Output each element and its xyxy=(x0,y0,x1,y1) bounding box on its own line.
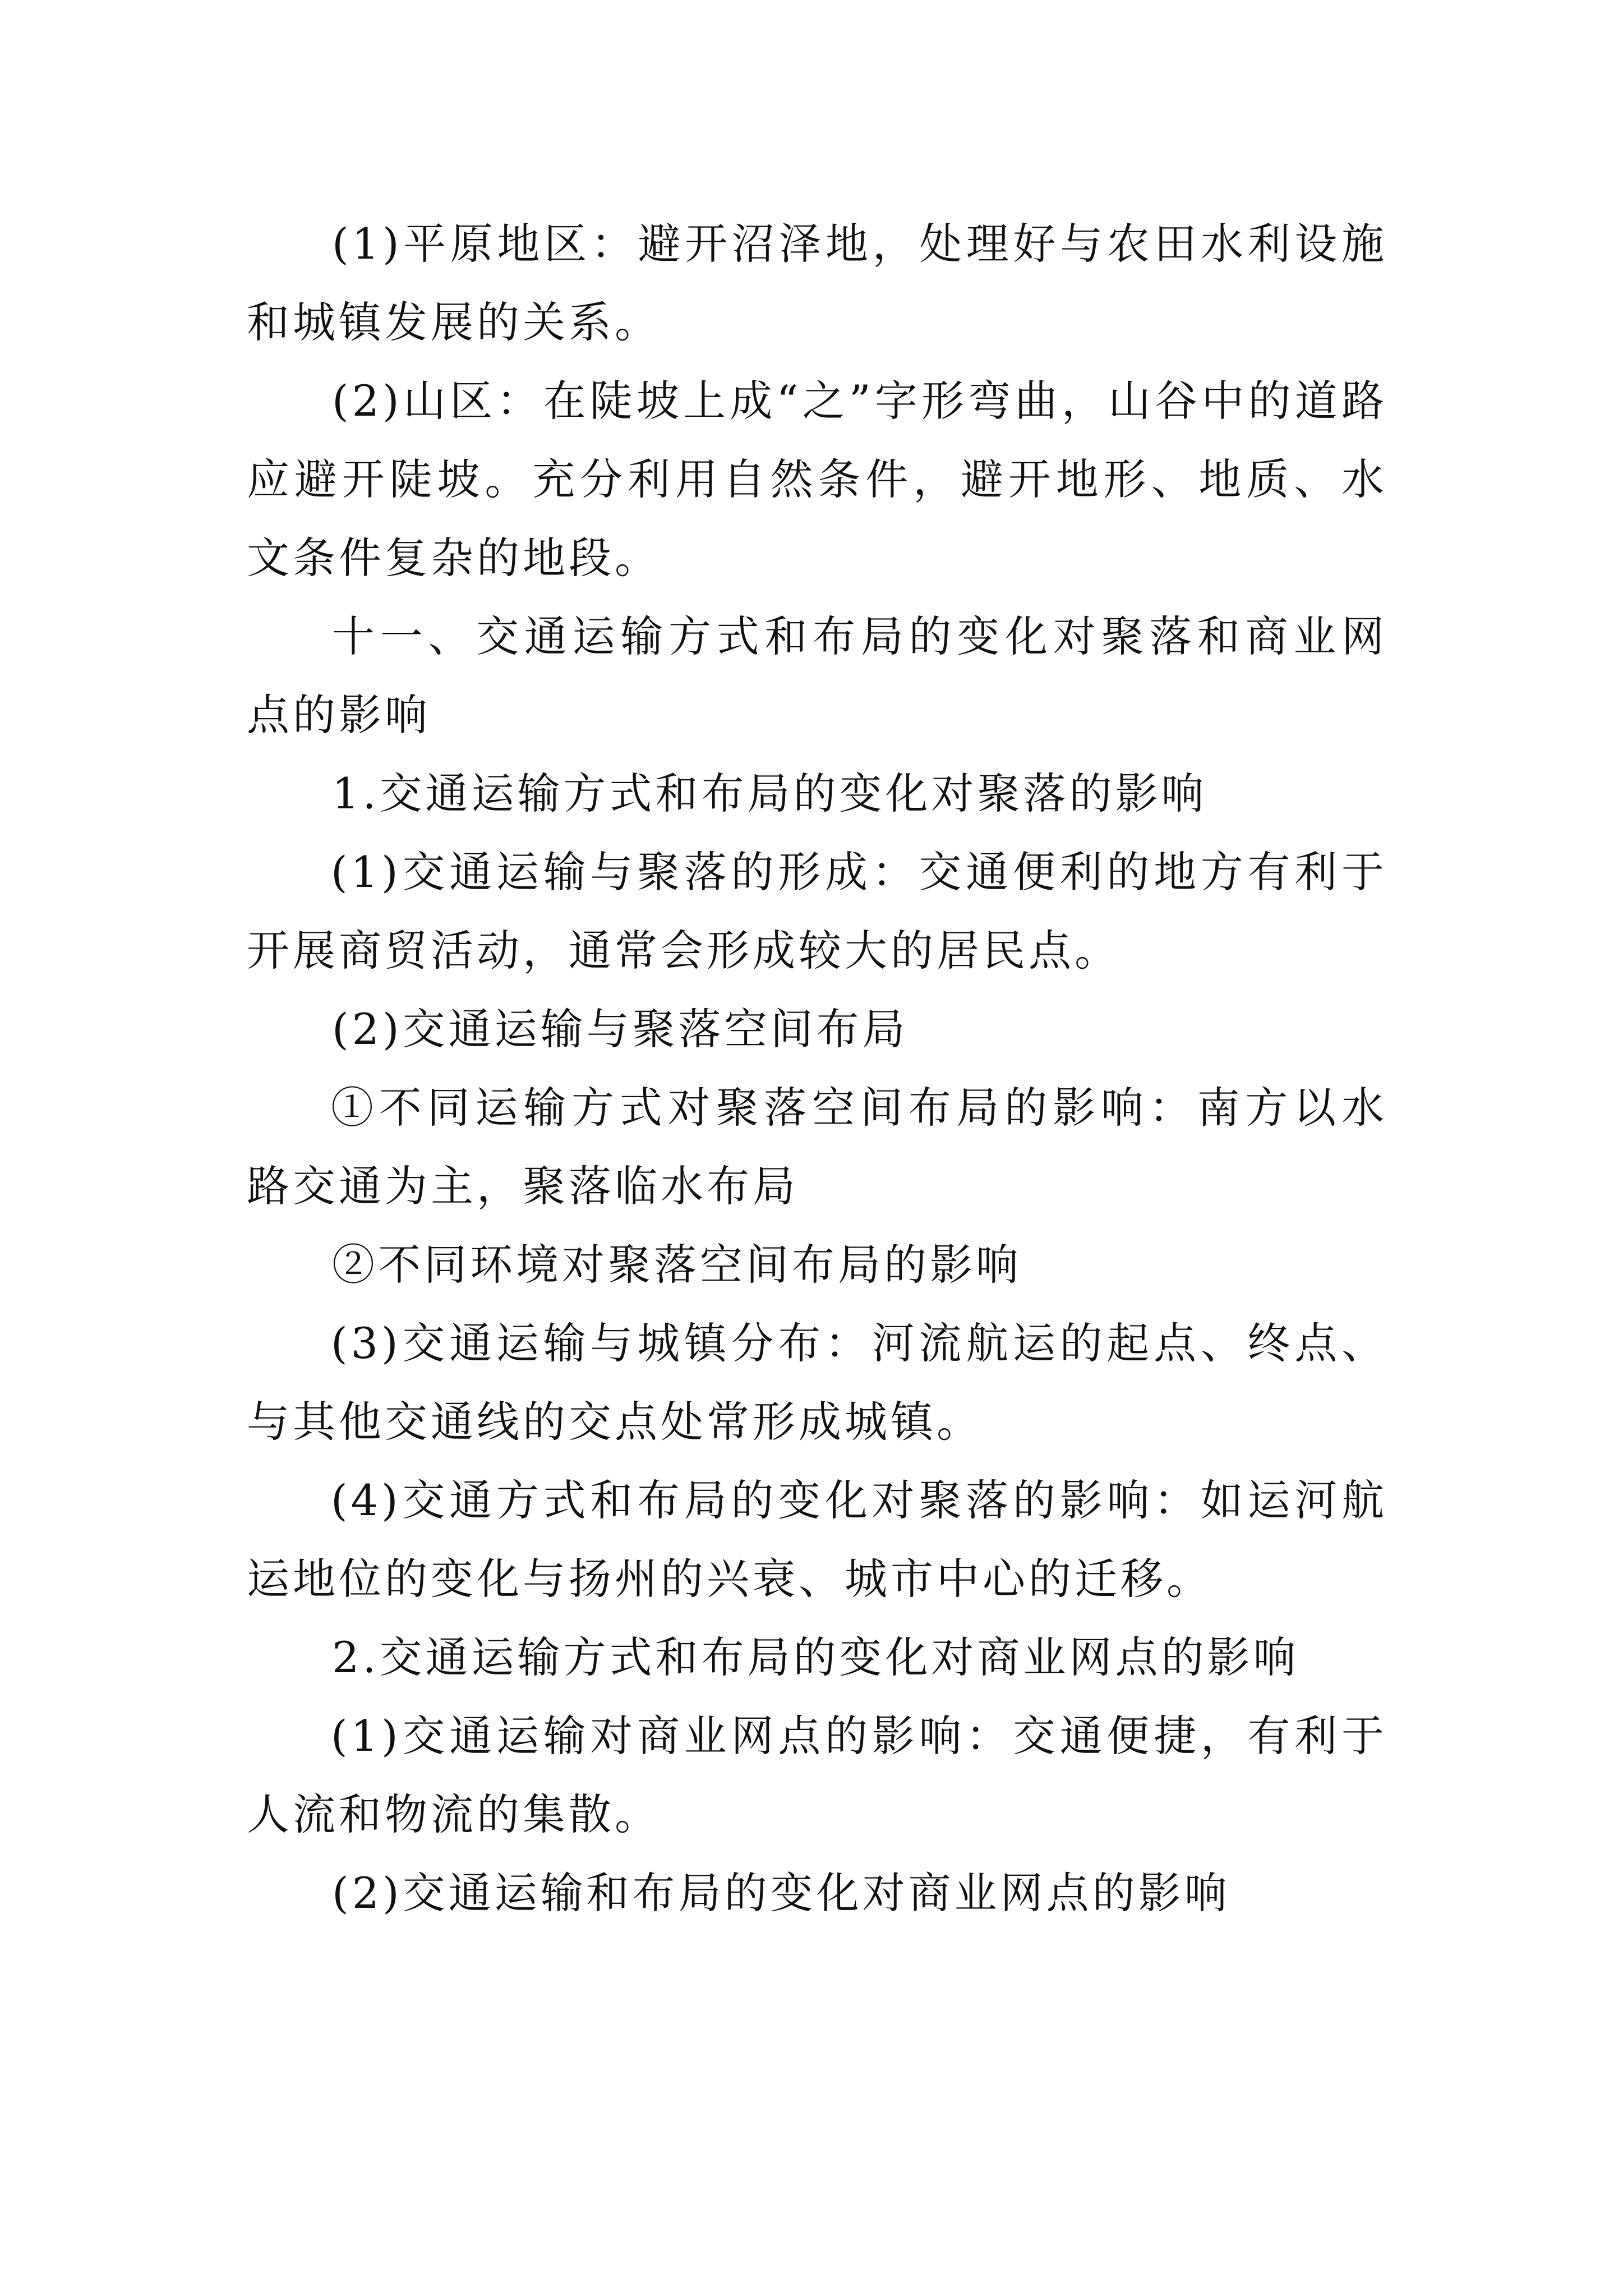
paragraph-mountain-area: (2)山区：在陡坡上成“之”字形弯曲，山谷中的道路应避开陡坡。充分利用自然条件，避开地形、地质、水文条件复杂的地段。 xyxy=(247,376,1387,583)
paragraph-settlement-layout: (2)交通运输与聚落空间布局 xyxy=(332,1004,909,1054)
paragraph-layout-change-commercial: (2)交通运输和布局的变化对商业网点的影响 xyxy=(332,1868,1230,1918)
paragraph-town-distribution: (3)交通运输与城镇分布：河流航运的起点、终点、与其他交通线的交点处常形成城镇。 xyxy=(247,1318,1387,1447)
paragraph-environment-layout: ②不同环境对聚落空间布局的影响 xyxy=(332,1240,1022,1290)
paragraph-commercial-outlets: (1)交通运输对商业网点的影响：交通便捷，有利于人流和物流的集散。 xyxy=(247,1711,1387,1839)
document-body xyxy=(247,205,1387,1932)
paragraph-plain-area: (1)平原地区：避开沼泽地，处理好与农田水利设施和城镇发展的关系。 xyxy=(247,219,1387,347)
section-heading-eleven: 十一、交通运输方式和布局的变化对聚落和商业网点的影响 xyxy=(247,611,1387,740)
paragraph-transport-modes-layout: ①不同运输方式对聚落空间布局的影响：南方以水路交通为主，聚落临水布局 xyxy=(247,1083,1387,1211)
subheading-commercial-impact: 2.交通运输方式和布局的变化对商业网点的影响 xyxy=(332,1632,1299,1682)
subheading-settlement-impact: 1.交通运输方式和布局的变化对聚落的影响 xyxy=(332,769,1207,818)
paragraph-settlement-formation: (1)交通运输与聚落的形成：交通便利的地方有利于开展商贸活动，通常会形成较大的居民点。 xyxy=(247,847,1387,976)
paragraph-layout-change-settlement: (4)交通方式和布局的变化对聚落的影响：如运河航运地位的变化与扬州的兴衰、城市中心的迁移。 xyxy=(247,1475,1387,1604)
